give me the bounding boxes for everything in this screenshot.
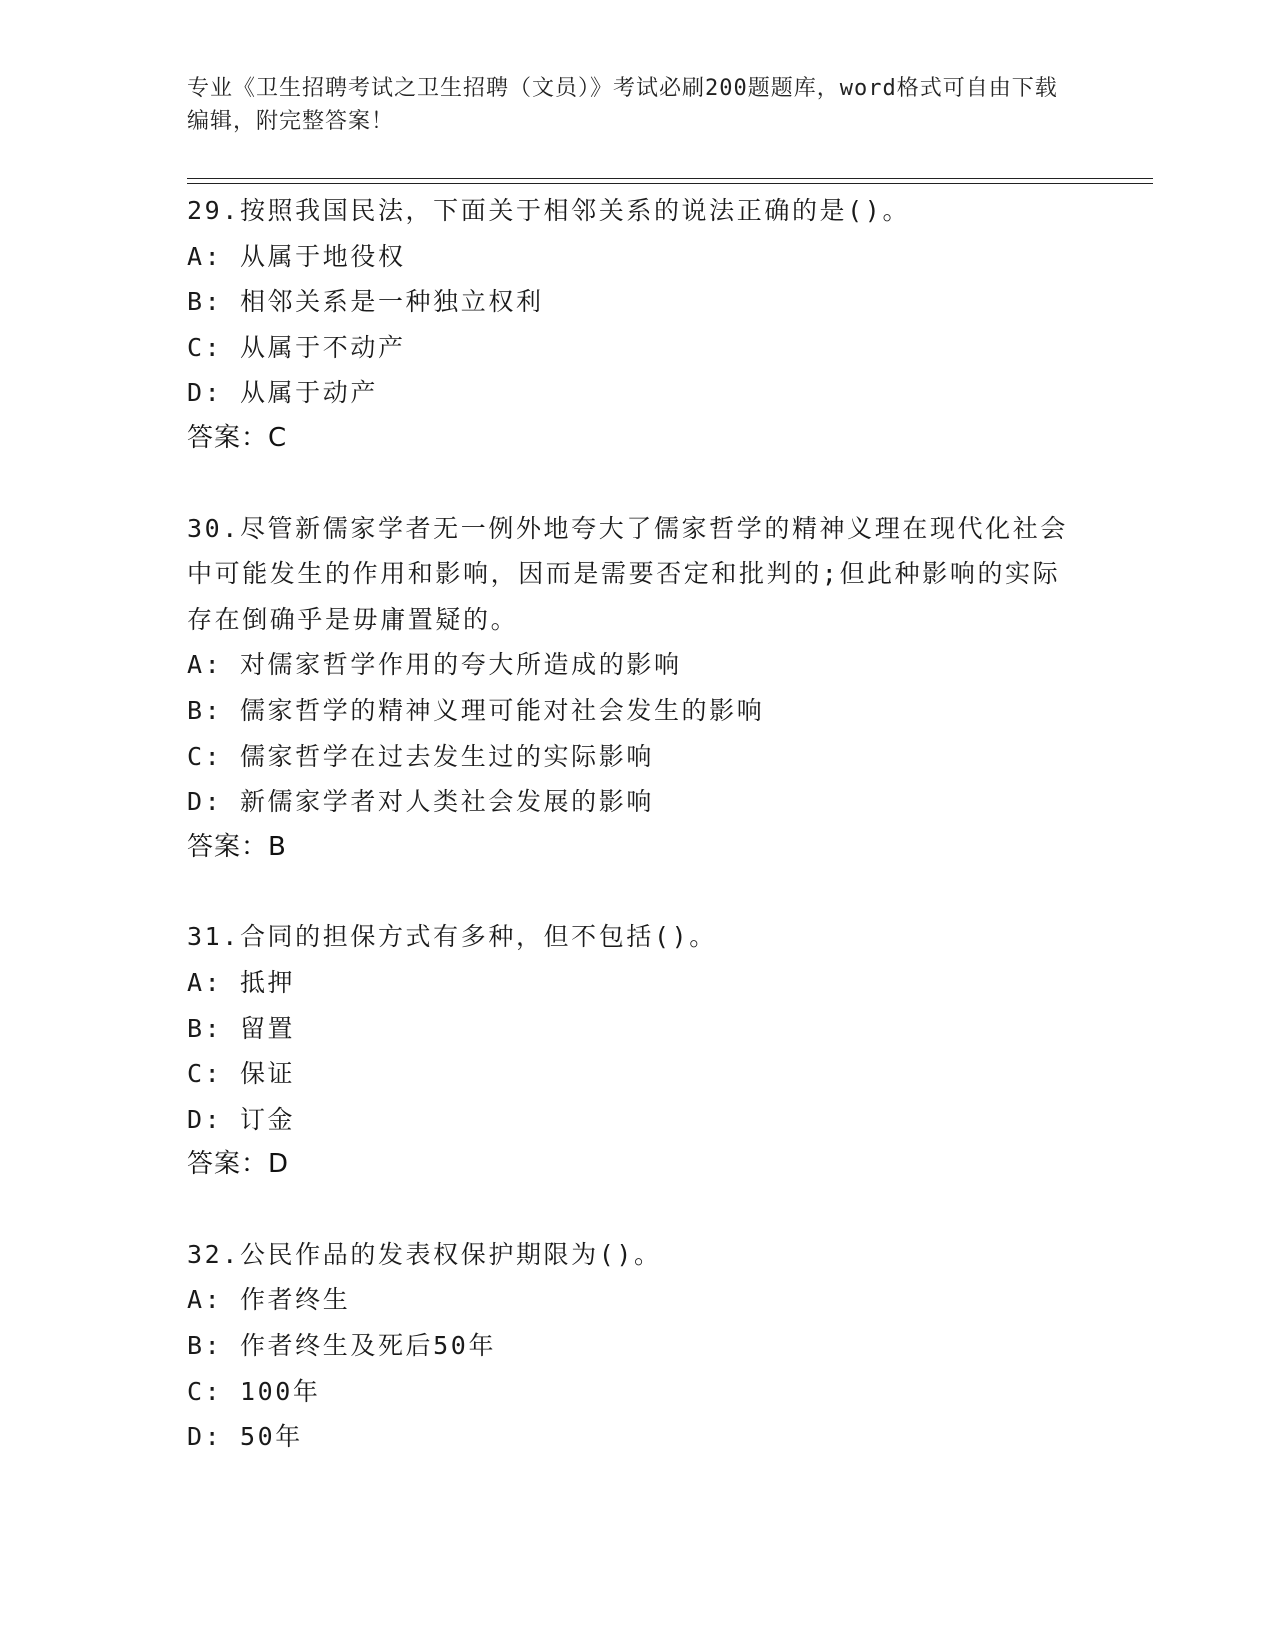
question-31 bbox=[187, 914, 1087, 1188]
header-divider-bottom bbox=[187, 183, 1153, 184]
option-b: B: 儒家哲学的精神义理可能对社会发生的影响 bbox=[187, 695, 765, 725]
option-a: A: 对儒家哲学作用的夸大所造成的影响 bbox=[187, 650, 682, 680]
question-stem: 31.合同的担保方式有多种，但不包括()。 bbox=[187, 922, 717, 952]
option-a: A: 抵押 bbox=[187, 967, 296, 997]
document-intro: 专业《卫生招聘考试之卫生招聘（文员）》考试必刷200题题库，word格式可自由下载编辑，附完整答案！ bbox=[187, 76, 1058, 134]
question-list bbox=[187, 188, 1087, 1504]
option-c: C: 100年 bbox=[187, 1376, 321, 1406]
option-a: A: 作者终生 bbox=[187, 1285, 351, 1315]
option-a: A: 从属于地役权 bbox=[187, 241, 406, 271]
option-d: D: 订金 bbox=[187, 1104, 296, 1134]
option-b: B: 相邻关系是一种独立权利 bbox=[187, 287, 544, 317]
option-c: C: 儒家哲学在过去发生过的实际影响 bbox=[187, 741, 654, 771]
question-30 bbox=[187, 506, 1087, 871]
option-d: D: 新儒家学者对人类社会发展的影响 bbox=[187, 787, 654, 817]
option-d: D: 从属于动产 bbox=[187, 378, 378, 408]
answer-label: 答案：D bbox=[187, 1149, 290, 1180]
answer-label: 答案：B bbox=[187, 831, 287, 862]
option-c: C: 保证 bbox=[187, 1059, 296, 1089]
answer-label: 答案：C bbox=[187, 422, 288, 453]
question-stem: 29.按照我国民法，下面关于相邻关系的说法正确的是()。 bbox=[187, 196, 911, 225]
option-d: D: 50年 bbox=[187, 1422, 303, 1452]
question-29 bbox=[187, 188, 1087, 462]
option-b: B: 留置 bbox=[187, 1013, 296, 1043]
question-stem: 30.尽管新儒家学者无一例外地夸大了儒家哲学的精神义理在现代化社会中可能发生的作用和影响，因而是需要否定和批判的;但此种影响的实际存在倒确乎是毋庸置疑的。 bbox=[187, 513, 1068, 634]
question-32 bbox=[187, 1232, 1087, 1460]
option-c: C: 从属于不动产 bbox=[187, 332, 406, 362]
option-b: B: 作者终生及死后50年 bbox=[187, 1331, 497, 1361]
question-stem: 32.公民作品的发表权保护期限为()。 bbox=[187, 1239, 662, 1269]
header-divider-top bbox=[187, 178, 1153, 179]
